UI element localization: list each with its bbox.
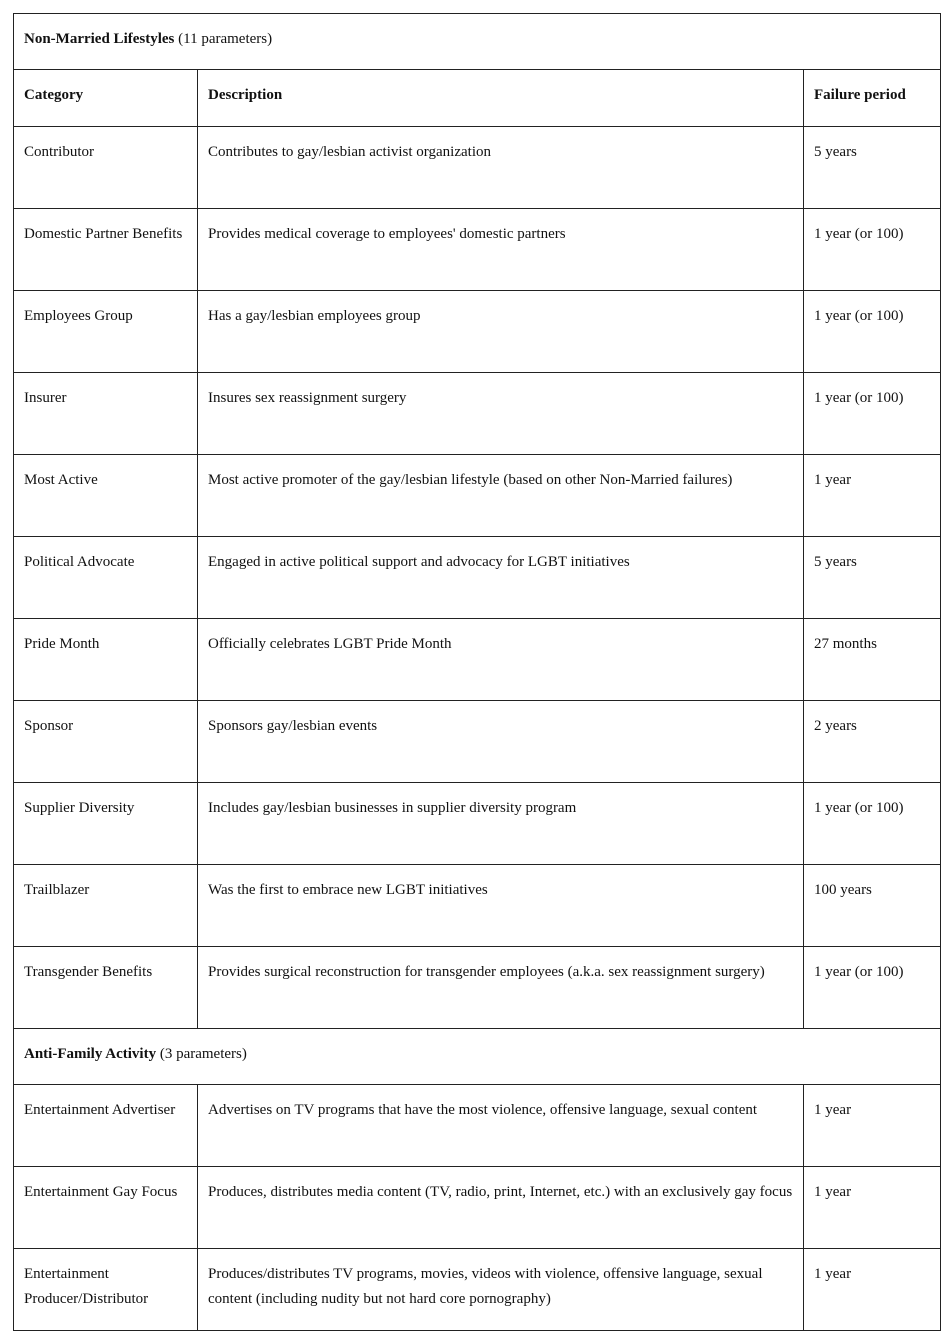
cell-failure-period: 5 years <box>804 537 941 619</box>
cell-failure-period: 1 year <box>804 1085 941 1167</box>
table-row <box>14 291 941 373</box>
table-row <box>14 701 941 783</box>
cell-failure-period: 1 year (or 100) <box>804 373 941 455</box>
cell-description: Officially celebrates LGBT Pride Month <box>198 619 804 701</box>
header-category: Category <box>14 70 198 127</box>
cell-failure-period: 1 year (or 100) <box>804 209 941 291</box>
section-title: Non-Married Lifestyles <box>24 31 175 47</box>
cell-failure-period: 1 year (or 100) <box>804 947 941 1029</box>
cell-category: Entertainment Producer/Distributor <box>14 1249 198 1331</box>
cell-category: Domestic Partner Benefits <box>14 209 198 291</box>
table-row <box>14 1249 941 1331</box>
cell-failure-period: 1 year <box>804 455 941 537</box>
section-count: (11 parameters) <box>178 31 273 47</box>
table-row <box>14 865 941 947</box>
cell-failure-period: 2 years <box>804 701 941 783</box>
cell-description: Produces/distributes TV programs, movies, videos with violence, offensive language, sexual content (including nudity but not hard core pornography) <box>198 1249 804 1331</box>
table-row <box>14 537 941 619</box>
table-header-row <box>14 70 941 127</box>
section-row-non-married <box>14 14 941 70</box>
cell-description: Was the first to embrace new LGBT initiatives <box>198 865 804 947</box>
cell-category: Entertainment Advertiser <box>14 1085 198 1167</box>
table-row <box>14 783 941 865</box>
cell-category: Supplier Diversity <box>14 783 198 865</box>
table-row <box>14 209 941 291</box>
parameters-table <box>13 13 941 1331</box>
section-heading <box>14 14 941 70</box>
cell-category: Insurer <box>14 373 198 455</box>
table-row <box>14 127 941 209</box>
cell-failure-period: 1 year (or 100) <box>804 783 941 865</box>
header-description: Description <box>198 70 804 127</box>
cell-failure-period: 1 year <box>804 1249 941 1331</box>
cell-failure-period: 100 years <box>804 865 941 947</box>
cell-description: Provides medical coverage to employees' domestic partners <box>198 209 804 291</box>
section-heading <box>14 1029 941 1085</box>
table-row <box>14 1085 941 1167</box>
cell-category: Sponsor <box>14 701 198 783</box>
cell-description: Insures sex reassignment surgery <box>198 373 804 455</box>
table-row <box>14 619 941 701</box>
cell-failure-period: 5 years <box>804 127 941 209</box>
table-row <box>14 1167 941 1249</box>
table-row <box>14 455 941 537</box>
cell-category: Political Advocate <box>14 537 198 619</box>
section-row-anti-family <box>14 1029 941 1085</box>
cell-description: Includes gay/lesbian businesses in supplier diversity program <box>198 783 804 865</box>
cell-failure-period: 27 months <box>804 619 941 701</box>
cell-description: Provides surgical reconstruction for transgender employees (a.k.a. sex reassignment surgery) <box>198 947 804 1029</box>
cell-description: Sponsors gay/lesbian events <box>198 701 804 783</box>
cell-failure-period: 1 year (or 100) <box>804 291 941 373</box>
cell-category: Contributor <box>14 127 198 209</box>
cell-category: Trailblazer <box>14 865 198 947</box>
cell-description: Contributes to gay/lesbian activist organization <box>198 127 804 209</box>
section-count: (3 parameters) <box>159 1046 247 1062</box>
section-title: Anti-Family Activity <box>24 1046 157 1062</box>
cell-description: Produces, distributes media content (TV, radio, print, Internet, etc.) with an exclusively gay focus <box>198 1167 804 1249</box>
cell-category: Pride Month <box>14 619 198 701</box>
header-failure-period: Failure period <box>804 70 941 127</box>
cell-category: Entertainment Gay Focus <box>14 1167 198 1249</box>
cell-category: Employees Group <box>14 291 198 373</box>
cell-category: Transgender Benefits <box>14 947 198 1029</box>
cell-description: Advertises on TV programs that have the most violence, offensive language, sexual content <box>198 1085 804 1167</box>
table-row <box>14 373 941 455</box>
table-row <box>14 947 941 1029</box>
cell-category: Most Active <box>14 455 198 537</box>
cell-description: Engaged in active political support and advocacy for LGBT initiatives <box>198 537 804 619</box>
cell-failure-period: 1 year <box>804 1167 941 1249</box>
cell-description: Has a gay/lesbian employees group <box>198 291 804 373</box>
cell-description: Most active promoter of the gay/lesbian lifestyle (based on other Non-Married failures) <box>198 455 804 537</box>
